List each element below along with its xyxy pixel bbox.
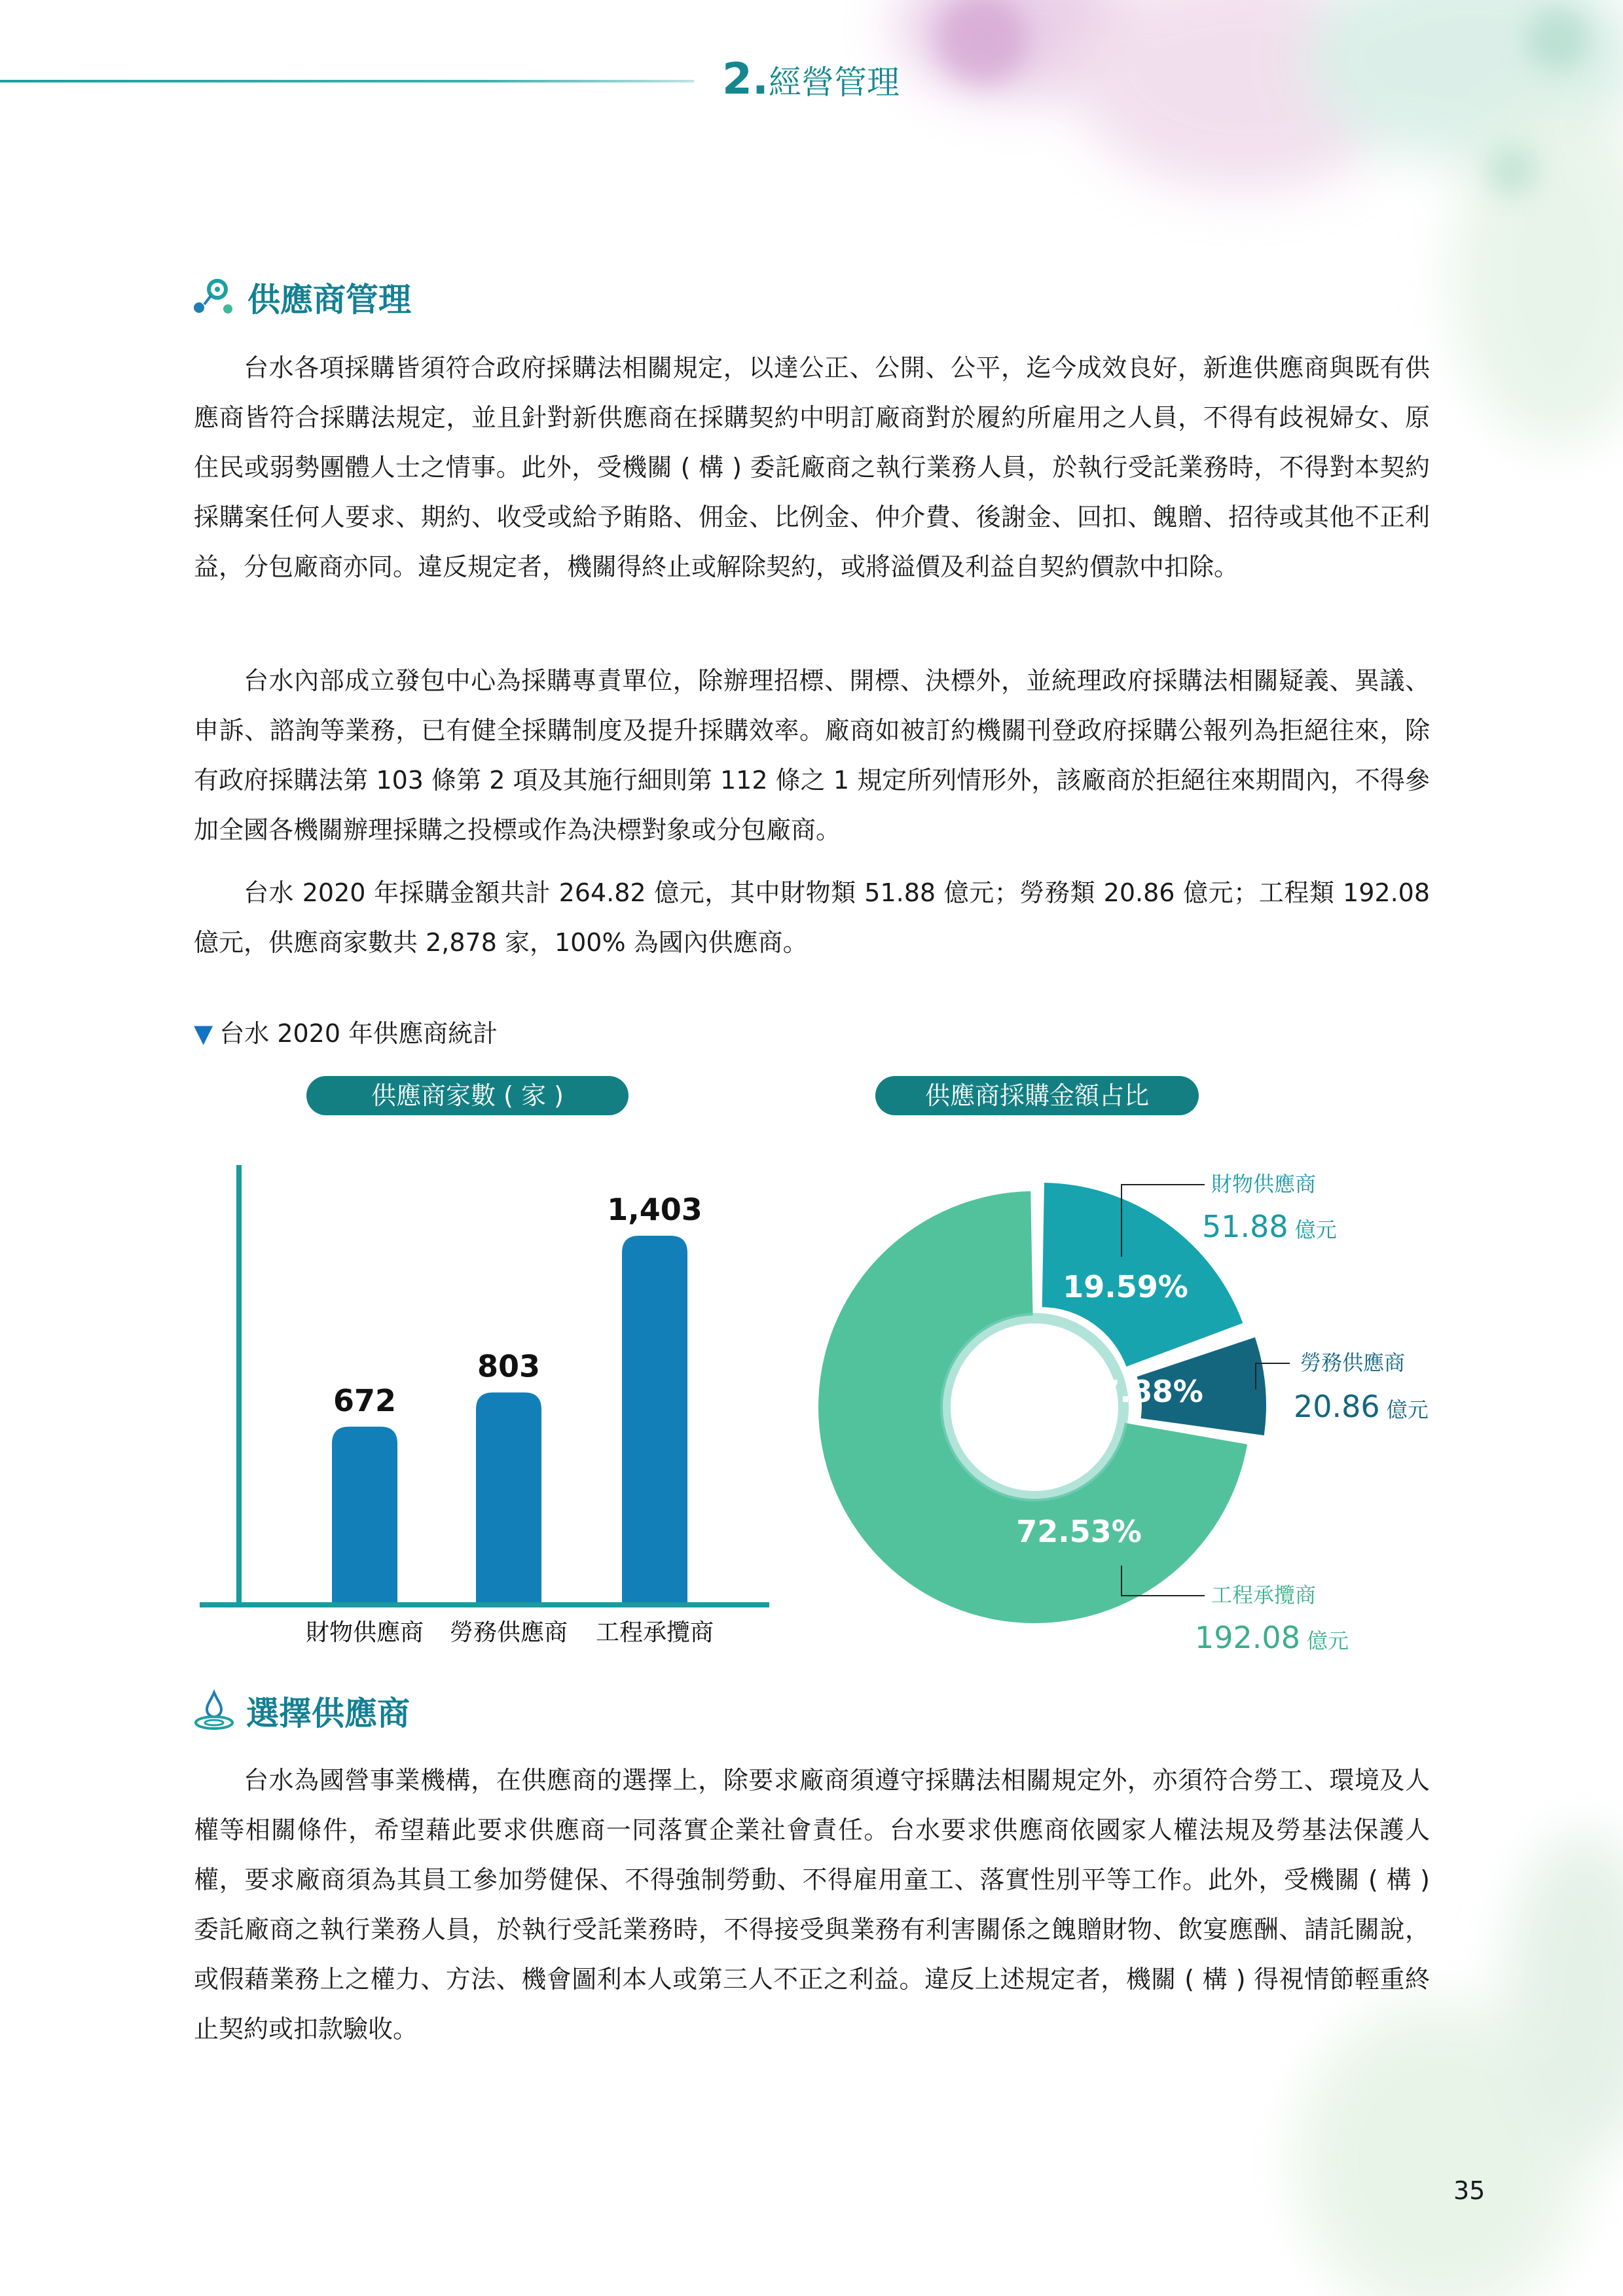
paragraph-2: 台水內部成立發包中心為採購專責單位，除辦理招標、開標、決標外，並統理政府採購法相關疑義、異議、申訴、諮詢等業務，已有健全採購制度及提升採購效率。廠商如被訂約機關刊登政府採購公報列為拒絕往來，除有政府採購法第 103 條第 2 項及其施行細則第 112 條之 1 規定所列情形外，該廠商於拒絕往來期間內，不得參加全國各機關辦理採購之投標或作為決標對象或分包廠商。 — [194, 666, 1430, 844]
paragraph-3: 台水 2020 年採購金額共計 264.82 億元，其中財物類 51.88 億元；勞務類 20.86 億元；工程類 192.08 億元，供應商家數共 2,878 家，100% 為國內供應商。 — [194, 878, 1430, 957]
bar-value-label: 1,403 — [607, 1192, 702, 1227]
paragraph-4: 台水為國營事業機構，在供應商的選擇上，除要求廠商須遵守採購法相關規定外，亦須符合勞工、環境及人權等相關條件，希望藉此要求供應商一同落實企業社會責任。台水要求供應商依國家人權法規及勞基法保護人權，要求廠商須為其員工參加勞健保、不得強制勞動、不得雇用童工、落實性別平等工作。此外，受機關 ( 構 ) 委託廠商之執行業務人員，於執行受託業務時，不得接受與業務有利害關係之餽贈財物、飲宴應酬、請託關說，或假藉業務上之權力、方法、機會圖利本人或第三人不正之利益。違反上述規定者，機關 ( 構 ) 得視情節輕重終止契約或扣款驗收。 — [194, 1766, 1430, 2043]
slice-percent-label: 7.88% — [1099, 1374, 1203, 1409]
section-title-supplier-management: 供應商管理 — [247, 281, 411, 319]
purchase-share-donut-chart — [805, 1152, 1460, 1676]
paragraph-1: 台水各項採購皆須符合政府採購法相關規定，以達公正、公開、公平，迄今成效良好，新進供應商與既有供應商皆符合採購法規定，並且針對新供應商在採購契約中明訂廠商對於履約所雇用之人員，不得有歧視婦女、原住民或弱勢團體人士之情事。此外，受機關 ( 構 ) 委託廠商之執行業務人員，於執行受託業務時，不得對本契約採購案任何人要求、期約、收受或給予賄賂、佣金、比例金、仲介費、後謝金、回扣、餽贈、招待或其他不正利益，分包廠商亦同。違反規定者，機關得終止或解除契約，或將溢價及利益自契約價款中扣除。 — [194, 353, 1430, 581]
callout-amount-label: 20.86 億元 — [1294, 1389, 1429, 1424]
callout-category-label: 工程承攬商 — [1211, 1583, 1317, 1607]
bar-value-label: 803 — [477, 1348, 541, 1384]
water-drop-icon — [191, 1689, 237, 1734]
callout-category-label: 財物供應商 — [1211, 1172, 1317, 1196]
network-icon — [191, 275, 237, 321]
section-title-select-suppliers: 選擇供應商 — [246, 1695, 410, 1732]
donut-chart-title: 供應商採購金額占比 — [875, 1076, 1199, 1115]
slice-percent-label: 72.53% — [1016, 1514, 1142, 1549]
chapter-heading — [722, 54, 900, 104]
callout-category-label: 勞務供應商 — [1300, 1350, 1406, 1375]
bar-chart-title: 供應商家數 ( 家 ) — [306, 1076, 629, 1115]
bar-1 — [332, 1427, 397, 1602]
figure-title-text: 台水 2020 年供應商統計 — [219, 1019, 498, 1048]
callout-amount-label: 51.88 億元 — [1202, 1209, 1337, 1244]
slice-percent-label: 19.59% — [1063, 1269, 1188, 1304]
chapter-number: 2. — [722, 54, 769, 104]
bar-category-label: 財物供應商 — [305, 1619, 424, 1646]
bar-category-label: 工程承攬商 — [595, 1619, 714, 1646]
donut-inner-ring — [945, 1318, 1123, 1496]
bar-value-label: 672 — [333, 1382, 397, 1418]
callout-amount-label: 192.08 億元 — [1195, 1620, 1349, 1655]
figure-title — [194, 1013, 498, 1049]
supplier-count-bar-chart — [190, 1152, 779, 1656]
page-number: 35 — [1453, 2176, 1486, 2205]
bar-3 — [622, 1236, 687, 1602]
triangle-down-icon: ▼ — [194, 1019, 213, 1048]
header-rule — [0, 80, 694, 82]
chapter-title: 經營管理 — [769, 63, 900, 101]
bar-category-label: 勞務供應商 — [449, 1619, 568, 1646]
bar-2 — [476, 1392, 541, 1602]
